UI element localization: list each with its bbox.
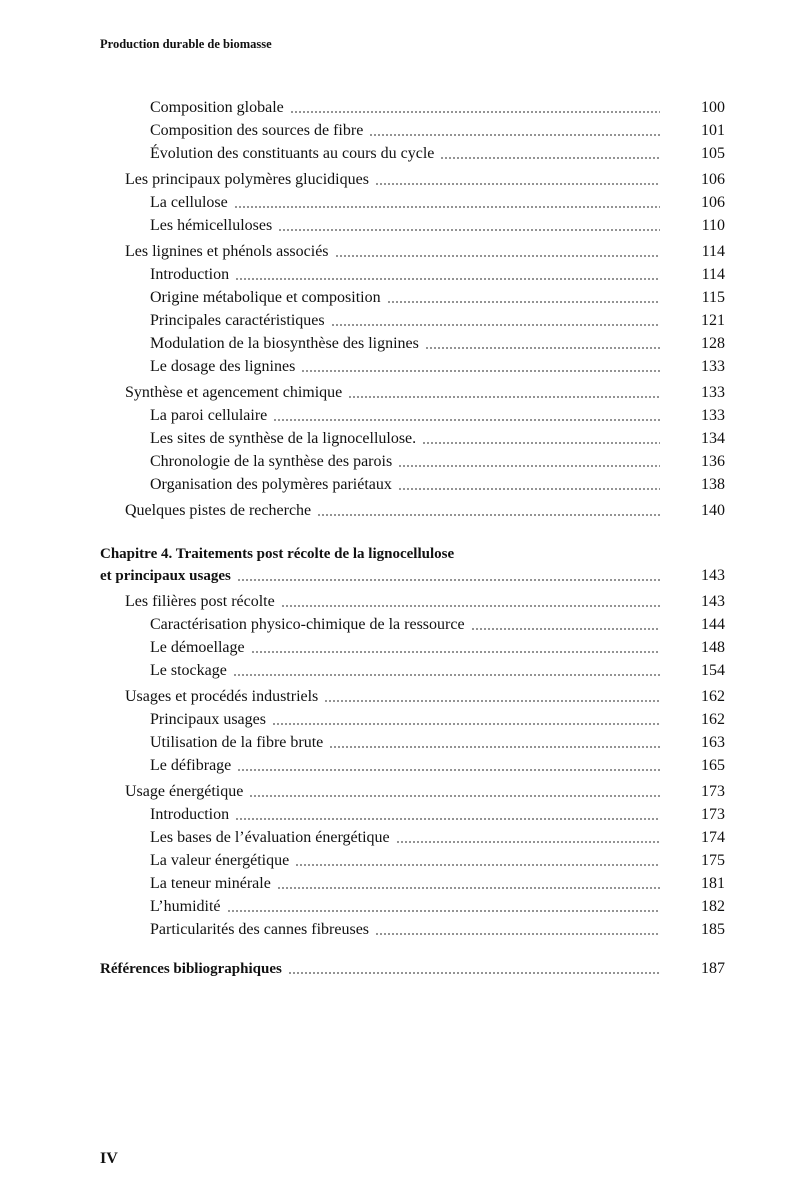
toc-entry-title: Usages et procédés industriels (125, 688, 319, 705)
toc-entry[interactable] (150, 310, 725, 332)
toc-entry-title: Modulation de la biosynthèse des lignines (150, 335, 419, 352)
toc-entry-page: 121 (701, 312, 725, 329)
toc-entry[interactable] (150, 804, 725, 826)
toc-entry-title: Introduction (150, 806, 230, 823)
toc-entry-title: Les principaux polymères glucidiques (125, 171, 369, 188)
toc-entry-title: L’humidité (150, 898, 221, 915)
running-header: Production durable de biomasse (100, 37, 272, 51)
dot-leader (290, 111, 660, 113)
toc-entry-page: 115 (701, 289, 725, 306)
toc-entry-page: 165 (701, 757, 725, 774)
dot-leader (335, 255, 660, 257)
toc-entry[interactable] (150, 637, 725, 659)
toc-entry[interactable] (150, 120, 725, 142)
toc-entry-page: 101 (701, 122, 725, 139)
toc-entry-title: Les filières post récolte (125, 593, 275, 610)
dot-leader (440, 157, 660, 159)
dot-leader (281, 605, 660, 607)
dot-leader (324, 700, 660, 702)
toc-entry[interactable] (125, 241, 725, 263)
toc-entry-page: 175 (701, 852, 725, 869)
references-title: Références bibliographiques (100, 961, 282, 977)
toc-entry-title: Utilisation de la fibre brute (150, 734, 324, 751)
toc-entry-title: La valeur énergétique (150, 852, 290, 869)
toc-entry-page: 144 (701, 616, 725, 633)
toc-entry[interactable] (125, 591, 725, 613)
chapter-heading-line2: et principaux usages (100, 568, 231, 584)
dot-leader (273, 419, 660, 421)
toc-entry-title: Les lignines et phénols associés (125, 243, 329, 260)
toc-entry-page: 128 (701, 335, 725, 352)
toc-entry-page: 134 (701, 430, 725, 447)
toc-entry-page: 100 (701, 99, 725, 116)
toc-entry-title: Caractérisation physico-chimique de la ressource (150, 616, 465, 633)
dot-leader (471, 628, 660, 630)
toc-entry-title: Principaux usages (150, 711, 266, 728)
references-entry[interactable] (100, 958, 725, 980)
toc-entry[interactable] (150, 405, 725, 427)
dot-leader (272, 723, 660, 725)
dot-leader (329, 746, 660, 748)
toc-entry[interactable] (150, 873, 725, 895)
dot-leader (295, 864, 660, 866)
dot-leader (398, 465, 660, 467)
toc-entry-page: 154 (701, 662, 725, 679)
toc-entry-page: 140 (701, 502, 725, 519)
dot-leader (233, 674, 660, 676)
dot-leader (317, 514, 660, 516)
dot-leader (249, 795, 660, 797)
toc-entry-title: Principales caractéristiques (150, 312, 325, 329)
dot-leader (227, 910, 660, 912)
toc-entry-page: 133 (701, 407, 725, 424)
toc-entry-page: 174 (701, 829, 725, 846)
dot-leader (387, 301, 660, 303)
dot-leader (375, 183, 660, 185)
toc-entry-title: Composition globale (150, 99, 284, 116)
toc-entry-page: 187 (701, 960, 725, 977)
toc-entry-title: La paroi cellulaire (150, 407, 268, 424)
toc-entry-page: 106 (701, 171, 725, 188)
dot-leader (235, 278, 660, 280)
toc-entry-title: La teneur minérale (150, 875, 271, 892)
toc-entry-page: 114 (701, 243, 725, 260)
dot-leader (234, 206, 660, 208)
toc-entry[interactable] (150, 356, 725, 378)
toc-entry-page: 106 (701, 194, 725, 211)
chapter-heading: Chapitre 4. Traitements post récolte de la lignocellulose (100, 546, 455, 562)
toc-entry-page: 173 (701, 783, 725, 800)
toc-entry-title: Le démoellage (150, 639, 245, 656)
toc-entry[interactable] (125, 169, 725, 191)
toc-entry-page: 162 (701, 688, 725, 705)
toc-entry-page: 173 (701, 806, 725, 823)
toc-entry-page: 182 (701, 898, 725, 915)
toc-entry[interactable] (150, 896, 725, 918)
toc-entry[interactable] (150, 709, 725, 731)
toc-entry[interactable] (150, 264, 725, 286)
toc-entry[interactable] (150, 850, 725, 872)
dot-leader (235, 818, 660, 820)
toc-entry[interactable] (150, 660, 725, 682)
toc-entry-title: Les sites de synthèse de la lignocellulose. (150, 430, 417, 447)
dot-leader (396, 841, 660, 843)
toc-entry[interactable] (150, 143, 725, 165)
dot-leader (398, 488, 660, 490)
toc-entry[interactable] (150, 428, 725, 450)
toc-entry-title: Les bases de l’évaluation énergétique (150, 829, 390, 846)
toc-entry-title: Quelques pistes de recherche (125, 502, 312, 519)
dot-leader (375, 933, 660, 935)
toc-entry-title: Particularités des cannes fibreuses (150, 921, 370, 938)
toc-entry-title: Usage énergétique (125, 783, 244, 800)
toc-entry-page: 162 (701, 711, 725, 728)
dot-leader (251, 651, 660, 653)
toc-entry[interactable] (150, 755, 725, 777)
dot-leader (331, 324, 660, 326)
toc-entry-page: 136 (701, 453, 725, 470)
page-folio: IV (100, 1150, 118, 1167)
chapter-entry[interactable] (100, 565, 725, 587)
toc-entry-page: 148 (701, 639, 725, 656)
toc-entry-title: Chronologie de la synthèse des parois (150, 453, 393, 470)
toc-entry[interactable] (150, 97, 725, 119)
toc-entry-page: 185 (701, 921, 725, 938)
dot-leader (422, 442, 660, 444)
toc-entry[interactable] (150, 451, 725, 473)
toc-entry[interactable] (150, 614, 725, 636)
toc-entry-page: 138 (701, 476, 725, 493)
toc-entry[interactable] (125, 781, 725, 803)
toc-entry[interactable] (150, 192, 725, 214)
toc-entry-page: 133 (701, 358, 725, 375)
toc-entry-page: 181 (701, 875, 725, 892)
toc-entry[interactable] (150, 474, 725, 496)
toc-entry-title: La cellulose (150, 194, 228, 211)
toc-entry[interactable] (125, 382, 725, 404)
toc-entry-title: Introduction (150, 266, 230, 283)
toc-entry-title: Évolution des constituants au cours du cycle (150, 145, 435, 162)
dot-leader (425, 347, 660, 349)
toc-entry-title: Les hémicelluloses (150, 217, 273, 234)
dot-leader (277, 887, 660, 889)
toc-entry[interactable] (125, 686, 725, 708)
toc-entry-page: 133 (701, 384, 725, 401)
toc-entry[interactable] (150, 333, 725, 355)
toc-entry-page: 143 (701, 567, 725, 584)
toc-entry-title: Le dosage des lignines (150, 358, 296, 375)
dot-leader (237, 769, 660, 771)
toc-entry[interactable] (150, 827, 725, 849)
toc-entry-title: Organisation des polymères pariétaux (150, 476, 392, 493)
toc-entry-title: Origine métabolique et composition (150, 289, 381, 306)
toc-entry-page: 143 (701, 593, 725, 610)
toc-entry-title: Le stockage (150, 662, 227, 679)
toc-entry[interactable] (150, 919, 725, 941)
dot-leader (348, 396, 660, 398)
dot-leader (301, 370, 660, 372)
toc-entry-title: Le défibrage (150, 757, 232, 774)
toc-entry[interactable] (150, 287, 725, 309)
toc-entry[interactable] (150, 215, 725, 237)
toc-entry-page: 110 (701, 217, 725, 234)
dot-leader (237, 579, 660, 581)
toc-entry-page: 105 (701, 145, 725, 162)
dot-leader (278, 229, 660, 231)
toc-entry-page: 163 (701, 734, 725, 751)
toc-entry-title: Synthèse et agencement chimique (125, 384, 343, 401)
toc-entry[interactable] (125, 500, 725, 522)
dot-leader (369, 134, 660, 136)
toc-entry-page: 114 (701, 266, 725, 283)
toc-entry[interactable] (150, 732, 725, 754)
dot-leader (288, 972, 660, 974)
toc-entry-title: Composition des sources de fibre (150, 122, 364, 139)
